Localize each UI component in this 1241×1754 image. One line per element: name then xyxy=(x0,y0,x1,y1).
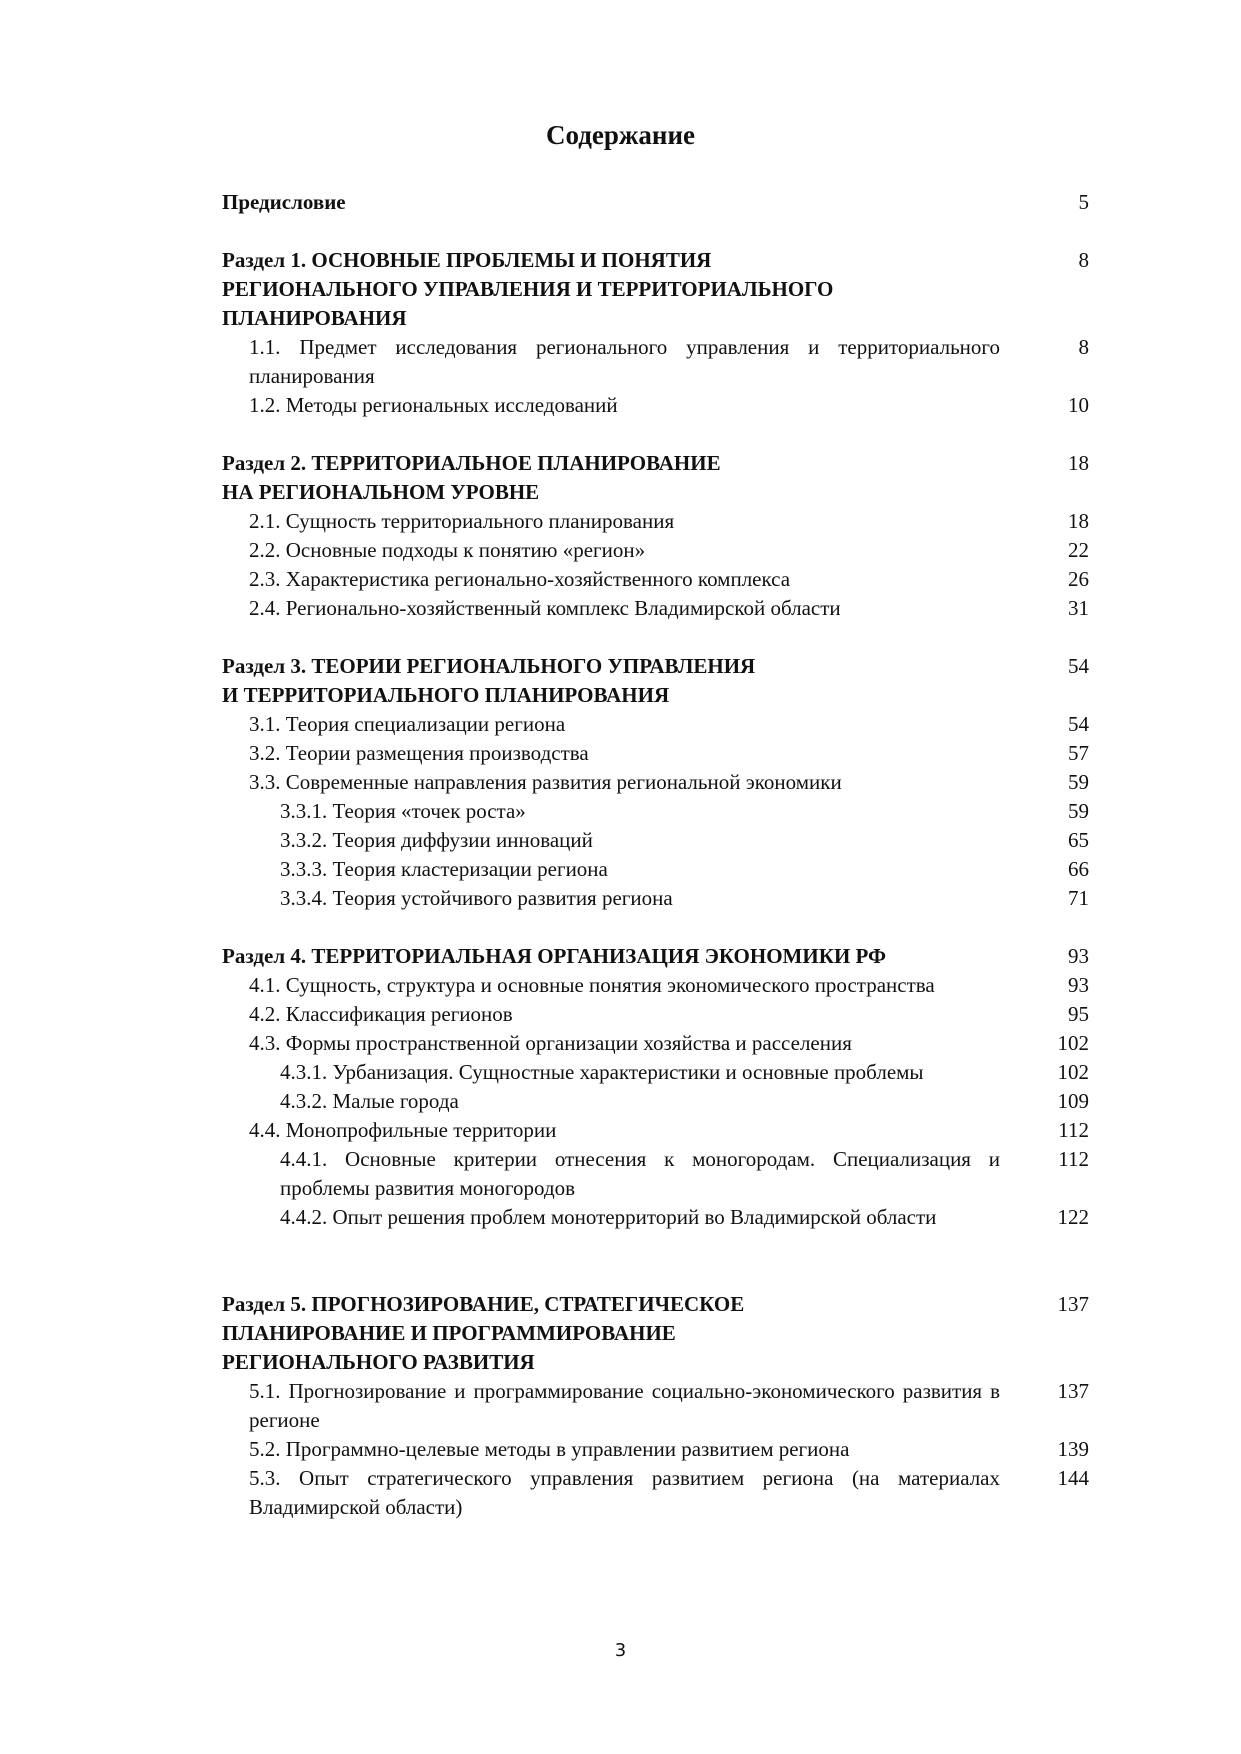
toc-entry-page: 5 xyxy=(1078,190,1089,214)
toc-entry-page: 57 xyxy=(1068,741,1089,765)
toc-entry-page: 54 xyxy=(1068,654,1089,678)
toc-entry xyxy=(222,1087,1089,1116)
toc-entry xyxy=(222,1377,1089,1435)
toc-entry xyxy=(222,507,1089,536)
toc-entry xyxy=(222,1000,1089,1029)
toc-entry xyxy=(222,971,1089,1000)
toc-entry xyxy=(222,1203,1089,1232)
toc-entry-page: 139 xyxy=(1057,1437,1089,1461)
toc-entry xyxy=(222,391,1089,420)
toc-entry xyxy=(222,594,1089,623)
toc-entry-page: 71 xyxy=(1068,886,1089,910)
toc-entry-page: 31 xyxy=(1068,596,1089,620)
toc-entry-title: 3.3. Современные направления развития региональной экономики xyxy=(249,770,842,794)
toc-entry xyxy=(222,1029,1089,1058)
toc-entry-title: 1.2. Методы региональных исследований xyxy=(249,393,618,417)
toc-entry-title: 3.1. Теория специализации региона xyxy=(249,712,566,736)
toc-entry xyxy=(222,536,1089,565)
page-title: Содержание xyxy=(545,120,696,150)
toc-entry-page: 8 xyxy=(1078,248,1089,272)
toc-entry-page: 54 xyxy=(1068,712,1089,736)
toc-entry xyxy=(222,826,1089,855)
toc-entry-title: Раздел 5. ПРОГНОЗИРОВАНИЕ, СТРАТЕГИЧЕСКОЕ ПЛАНИРОВАНИЕ И ПРОГРАММИРОВАНИЕ РЕГИОНАЛЬНОГО РАЗВИТИЯ xyxy=(222,1292,745,1374)
toc-entry-title: 5.2. Программно-целевые методы в управлении развитием региона xyxy=(249,1437,850,1461)
toc-entry-title: Раздел 4. ТЕРРИТОРИАЛЬНАЯ ОРГАНИЗАЦИЯ ЭКОНОМИКИ РФ xyxy=(222,944,887,968)
toc-entry-page: 137 xyxy=(1057,1292,1089,1316)
page-number: 3 xyxy=(614,1640,627,1661)
toc-entry-title: 5.3. Опыт стратегического управления развитием региона (на материалах Владимирской области) xyxy=(249,1466,1000,1519)
toc-entry xyxy=(222,1145,1089,1203)
toc-section-entry xyxy=(222,449,1089,507)
toc-entry-title: 2.3. Характеристика регионально-хозяйственного комплекса xyxy=(249,567,791,591)
toc-entry-title: 4.3. Формы пространственной организации хозяйства и расселения xyxy=(249,1031,852,1055)
toc-entry-page: 137 xyxy=(1057,1379,1089,1403)
toc-entry-page: 102 xyxy=(1057,1060,1089,1084)
toc-entry-title: Раздел 3. ТЕОРИИ РЕГИОНАЛЬНОГО УПРАВЛЕНИЯ И ТЕРРИТОРИАЛЬНОГО ПЛАНИРОВАНИЯ xyxy=(222,654,756,707)
toc-entry xyxy=(222,1464,1089,1522)
toc-section-entry xyxy=(222,942,1089,971)
toc-entry-title: 4.2. Классификация регионов xyxy=(249,1002,513,1026)
toc-entry-title: 4.1. Сущность, структура и основные понятия экономического пространства xyxy=(249,973,935,997)
toc-entry-title: 3.3.4. Теория устойчивого развития региона xyxy=(280,886,673,910)
toc-entry-page: 102 xyxy=(1057,1031,1089,1055)
toc-entry-page: 93 xyxy=(1068,973,1089,997)
toc-entry xyxy=(222,884,1089,913)
toc-entry-page: 109 xyxy=(1057,1089,1089,1113)
toc-entry xyxy=(222,855,1089,884)
toc-entry-page: 8 xyxy=(1078,335,1089,359)
toc-entry-title: 3.3.1. Теория «точек роста» xyxy=(280,799,526,823)
toc-entry xyxy=(222,1116,1089,1145)
toc-entry-title: 3.2. Теории размещения производства xyxy=(249,741,589,765)
toc-entry-page: 26 xyxy=(1068,567,1089,591)
toc-entry-page: 22 xyxy=(1068,538,1089,562)
toc-entry-title: 1.1. Предмет исследования регионального управления и территориального планирования xyxy=(249,335,1000,388)
toc-entry-title: Раздел 2. ТЕРРИТОРИАЛЬНОЕ ПЛАНИРОВАНИЕ НА РЕГИОНАЛЬНОМ УРОВНЕ xyxy=(222,451,721,504)
toc-section-entry xyxy=(222,188,1089,217)
toc-entry-title: 4.4.1. Основные критерии отнесения к моногородам. Специализация и проблемы развития моногородов xyxy=(280,1147,1000,1200)
toc-entry-title: 3.3.2. Теория диффузии инноваций xyxy=(280,828,593,852)
toc-entry-page: 18 xyxy=(1068,451,1089,475)
toc-entry xyxy=(222,1435,1089,1464)
table-of-contents xyxy=(222,188,1089,1522)
toc-entry-title: Предисловие xyxy=(222,190,346,214)
toc-entry-title: 3.3.3. Теория кластеризации региона xyxy=(280,857,608,881)
toc-entry xyxy=(222,710,1089,739)
toc-entry-page: 112 xyxy=(1058,1147,1089,1171)
toc-section-entry xyxy=(222,246,1089,333)
toc-entry xyxy=(222,739,1089,768)
toc-entry-page: 95 xyxy=(1068,1002,1089,1026)
toc-entry xyxy=(222,333,1089,391)
toc-section-entry xyxy=(222,652,1089,710)
toc-entry xyxy=(222,565,1089,594)
toc-entry xyxy=(222,797,1089,826)
toc-entry-page: 59 xyxy=(1068,799,1089,823)
toc-entry-title: 2.2. Основные подходы к понятию «регион» xyxy=(249,538,646,562)
toc-entry-title: 4.4.2. Опыт решения проблем монотерриторий во Владимирской области xyxy=(280,1205,937,1229)
toc-section-entry xyxy=(222,1290,1089,1377)
toc-entry-page: 112 xyxy=(1058,1118,1089,1142)
toc-entry-page: 59 xyxy=(1068,770,1089,794)
toc-entry-title: 4.3.1. Урбанизация. Сущностные характеристики и основные проблемы xyxy=(280,1060,924,1084)
toc-entry-title: 5.1. Прогнозирование и программирование социально-экономического развития в регионе xyxy=(249,1379,1000,1432)
toc-entry-title: 2.1. Сущность территориального планирования xyxy=(249,509,675,533)
toc-entry-title: 4.3.2. Малые города xyxy=(280,1089,459,1113)
toc-entry-page: 122 xyxy=(1057,1205,1089,1229)
toc-entry-page: 144 xyxy=(1057,1466,1089,1490)
toc-entry xyxy=(222,768,1089,797)
toc-entry-page: 18 xyxy=(1068,509,1089,533)
toc-entry-page: 65 xyxy=(1068,828,1089,852)
toc-entry-title: 2.4. Регионально-хозяйственный комплекс Владимирской области xyxy=(249,596,841,620)
toc-entry-title: Раздел 1. ОСНОВНЫЕ ПРОБЛЕМЫ И ПОНЯТИЯ РЕГИОНАЛЬНОГО УПРАВЛЕНИЯ И ТЕРРИТОРИАЛЬНОГО ПЛАНИРОВАНИЯ xyxy=(222,248,834,330)
toc-entry-page: 93 xyxy=(1068,944,1089,968)
toc-entry-title: 4.4. Монопрофильные территории xyxy=(249,1118,557,1142)
toc-entry-page: 10 xyxy=(1068,393,1089,417)
toc-entry xyxy=(222,1058,1089,1087)
toc-entry-page: 66 xyxy=(1068,857,1089,881)
